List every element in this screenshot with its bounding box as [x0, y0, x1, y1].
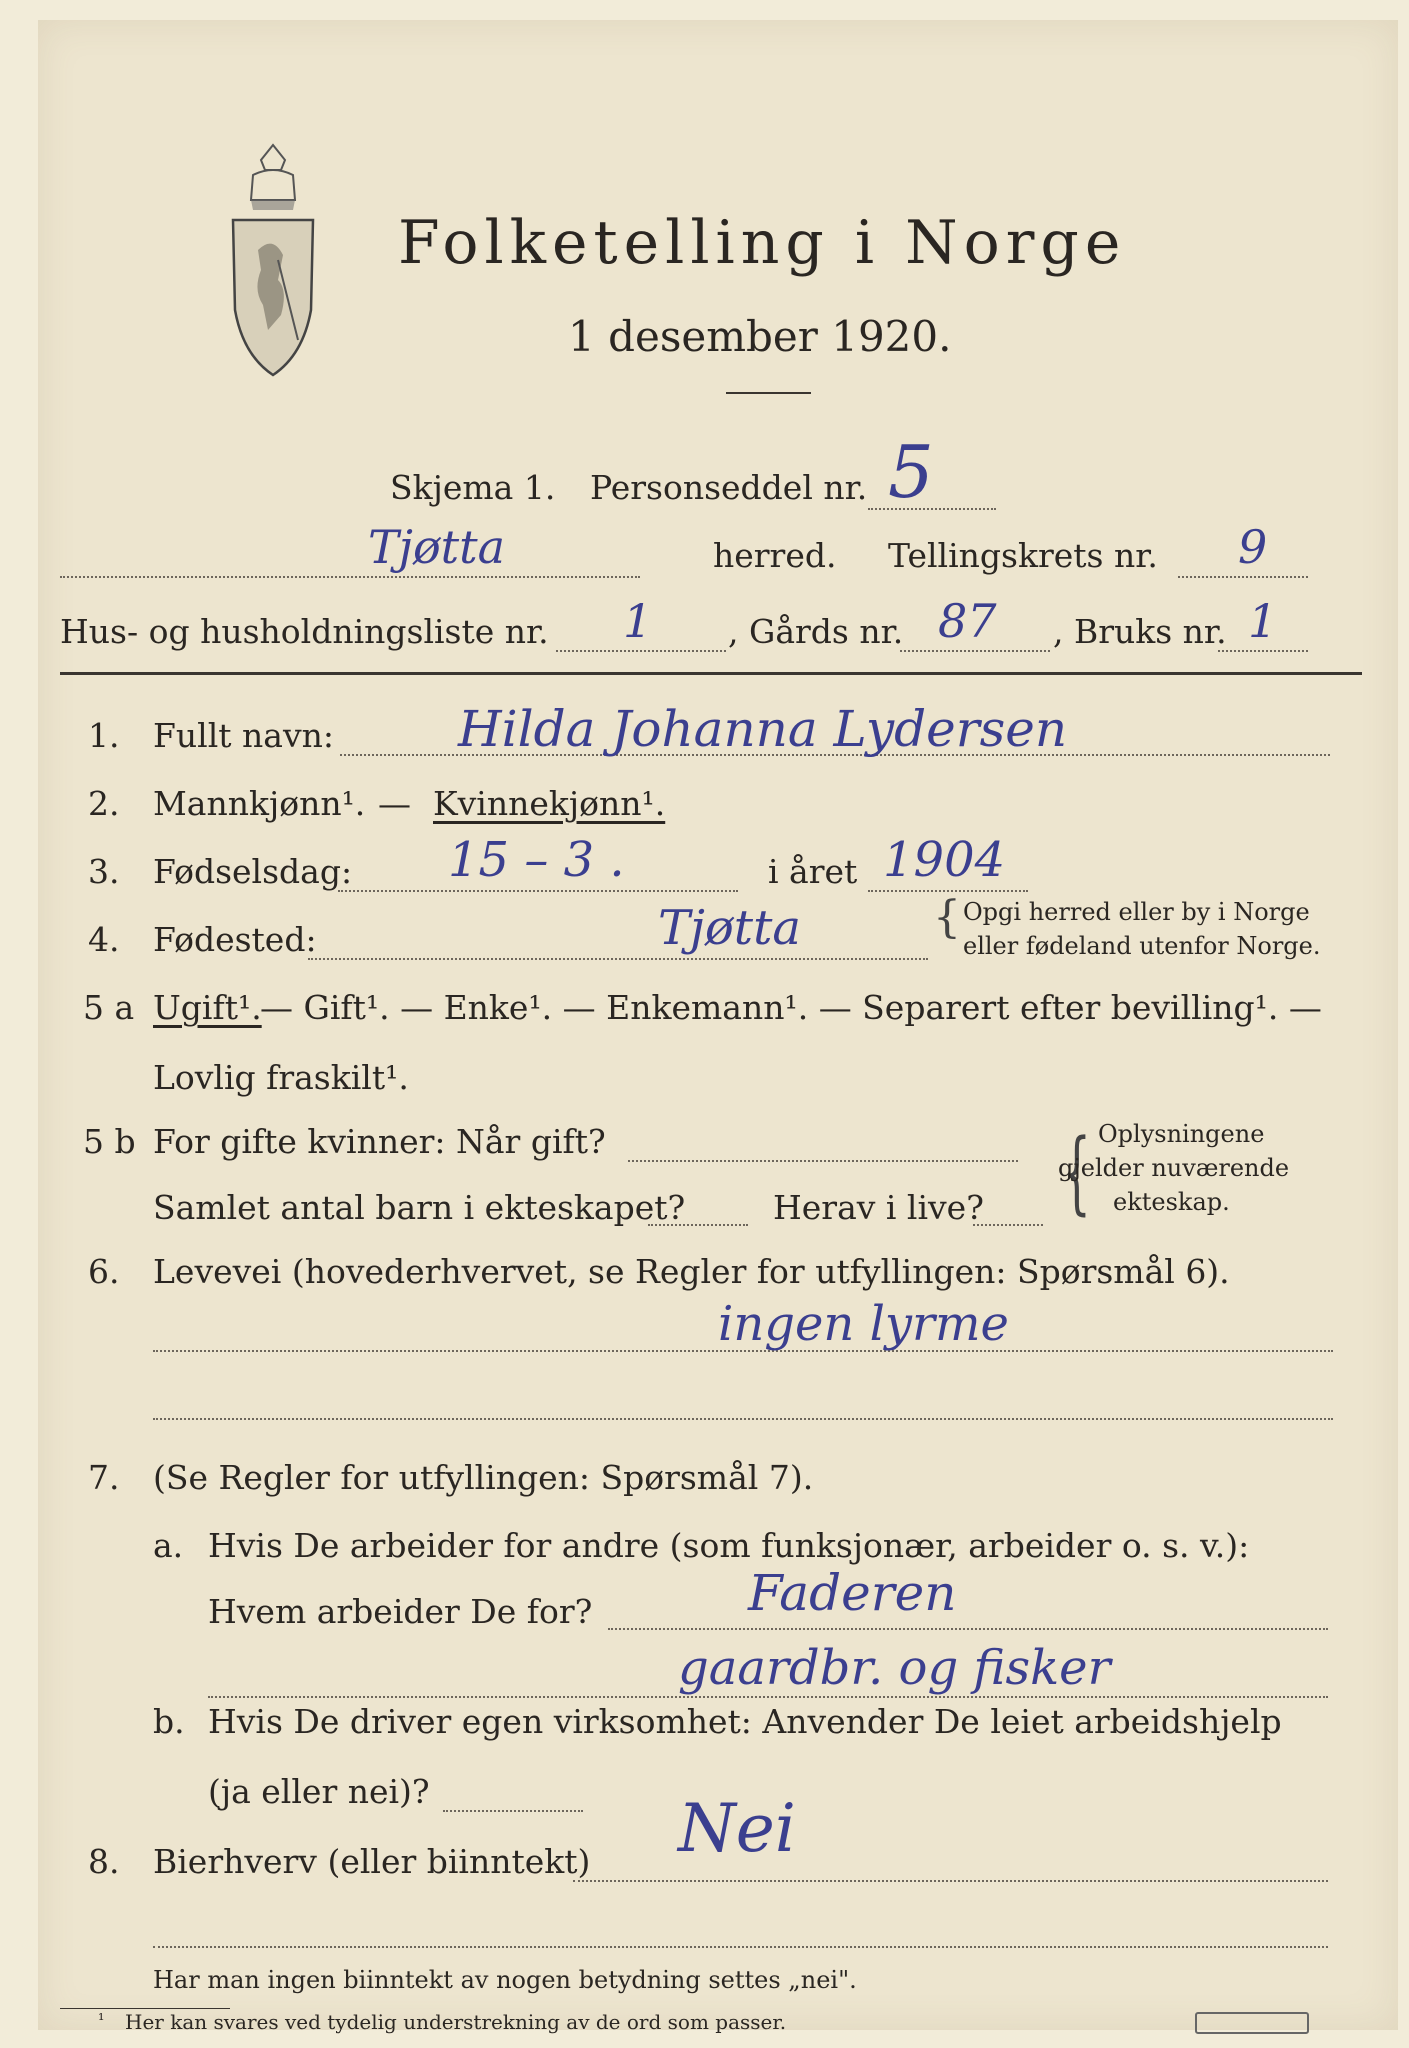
q5b-label3: Herav i live?	[773, 1188, 984, 1227]
occupation-value[interactable]: ingen lyrme	[718, 1296, 1009, 1352]
q5b-brace: {	[1062, 1120, 1091, 1225]
gards-field-line	[900, 650, 1050, 652]
tellingskrets-value[interactable]: 9	[1238, 520, 1268, 574]
q8-number: 8.	[88, 1842, 120, 1881]
tellingskrets-label: Tellingskrets nr.	[888, 536, 1158, 575]
gards-value[interactable]: 87	[938, 594, 997, 648]
divorced-option[interactable]: Lovlig fraskilt¹.	[153, 1058, 409, 1097]
q4-number: 4.	[88, 920, 120, 959]
q6-number: 6.	[88, 1252, 120, 1291]
personseddel-label: Personseddel nr.	[590, 468, 868, 507]
q5b-label2: Samlet antal barn i ekteskapet?	[153, 1188, 686, 1227]
norwegian-coat-of-arms-icon	[223, 140, 323, 385]
footer-note: Har man ingen biinntekt av nogen betydning settes „nei".	[153, 1966, 857, 1994]
q4-note-line1: Opgi herred eller by i Norge	[963, 898, 1310, 926]
q3-label: Fødselsdag:	[153, 852, 353, 891]
q8-field-line1	[573, 1880, 1328, 1882]
q8-field-line2	[153, 1946, 1328, 1948]
herred-field-line	[60, 576, 640, 578]
footnote-divider	[60, 2008, 230, 2009]
q6-field-line2	[153, 1418, 1333, 1420]
hus-value[interactable]: 1	[623, 594, 653, 648]
bruks-field-line	[1218, 650, 1308, 652]
q2-dash: —	[378, 784, 411, 823]
children-field-line	[648, 1224, 748, 1226]
q7a-letter: a.	[153, 1526, 184, 1565]
alive-field-line	[973, 1224, 1043, 1226]
gards-label: , Gårds nr.	[728, 612, 904, 651]
q7-label: (Se Regler for utfyllingen: Spørsmål 7).	[153, 1458, 814, 1497]
q7b-label: Hvis De driver egen virksomhet: Anvender De leiet arbeidshjelp	[208, 1702, 1282, 1741]
tellingskrets-field-line	[1178, 576, 1308, 578]
q5a-number: 5 a	[83, 988, 135, 1027]
footnote-mark: ¹	[98, 2010, 105, 2029]
employer-occupation-value[interactable]: gaardbr. og fisker	[678, 1640, 1111, 1696]
bruks-value[interactable]: 1	[1248, 594, 1278, 648]
q2-number: 2.	[88, 784, 120, 823]
hus-field-line	[556, 650, 726, 652]
q5b-label1: For gifte kvinner: Når gift?	[153, 1122, 606, 1161]
q7-number: 7.	[88, 1458, 120, 1497]
q4-brace: {	[933, 892, 961, 943]
q1-label: Fullt navn:	[153, 716, 334, 755]
title-divider	[726, 392, 811, 394]
bruks-label: , Bruks nr.	[1053, 612, 1227, 651]
q1-number: 1.	[88, 716, 120, 755]
q4-note-line2: eller fødeland utenfor Norge.	[963, 932, 1321, 960]
q7a-label: Hvis De arbeider for andre (som funksjonær, arbeider o. s. v.):	[208, 1526, 1250, 1565]
employer-field-line2	[208, 1696, 1328, 1698]
q8-label: Bierhverv (eller biinntekt)	[153, 1842, 591, 1881]
birth-year-value[interactable]: 1904	[883, 832, 1006, 888]
q7b-question: (ja eller nei)?	[208, 1772, 430, 1811]
married-when-field-line	[628, 1160, 1018, 1162]
birthdate-value[interactable]: 15 – 3 .	[448, 832, 625, 888]
employer-field-line1	[608, 1628, 1328, 1630]
skjema-label: Skjema 1.	[390, 468, 556, 507]
herred-value[interactable]: Tjøtta	[368, 520, 506, 574]
q4-field-line	[308, 958, 928, 960]
footnote-text: Her kan svares ved tydelig understrekning av de ord som passer.	[125, 2010, 787, 2034]
personseddel-value[interactable]: 5	[888, 430, 934, 514]
side-income-value[interactable]: Nei	[678, 1790, 796, 1867]
q5b-note-line2: gjelder nuværende	[1058, 1154, 1290, 1182]
birthplace-value[interactable]: Tjøtta	[658, 900, 801, 956]
full-name-value[interactable]: Hilda Johanna Lydersen	[458, 700, 1068, 758]
q3-field-line	[338, 890, 738, 892]
herred-label: herred.	[713, 536, 837, 575]
male-option[interactable]: Mannkjønn¹.	[153, 784, 366, 823]
printer-stamp-icon	[1195, 2012, 1309, 2034]
marital-options[interactable]: — Gift¹. — Enke¹. — Enkemann¹. — Separert efter bevilling¹. —	[260, 988, 1322, 1027]
form-subtitle: 1 desember 1920.	[568, 312, 952, 361]
unmarried-option[interactable]: Ugift¹.	[153, 988, 262, 1027]
q3-number: 3.	[88, 852, 120, 891]
hus-label: Hus- og husholdningsliste nr.	[60, 612, 549, 651]
q4-label: Fødested:	[153, 920, 317, 959]
q7b-letter: b.	[153, 1702, 185, 1741]
employer-value[interactable]: Faderen	[748, 1564, 957, 1622]
census-form	[38, 20, 1398, 2030]
hired-help-field-line	[443, 1810, 583, 1812]
q5b-note-line1: Oplysningene	[1098, 1120, 1265, 1148]
q5b-number: 5 b	[83, 1122, 136, 1161]
q6-label: Levevei (hovederhvervet, se Regler for utfyllingen: Spørsmål 6).	[153, 1252, 1230, 1291]
form-title: Folketelling i Norge	[398, 208, 1127, 278]
header-divider	[60, 672, 1362, 675]
q5b-note-line3: ekteskap.	[1113, 1188, 1230, 1216]
year-label: i året	[768, 852, 858, 891]
q7a-question: Hvem arbeider De for?	[208, 1592, 593, 1631]
female-option[interactable]: Kvinnekjønn¹.	[433, 784, 666, 823]
